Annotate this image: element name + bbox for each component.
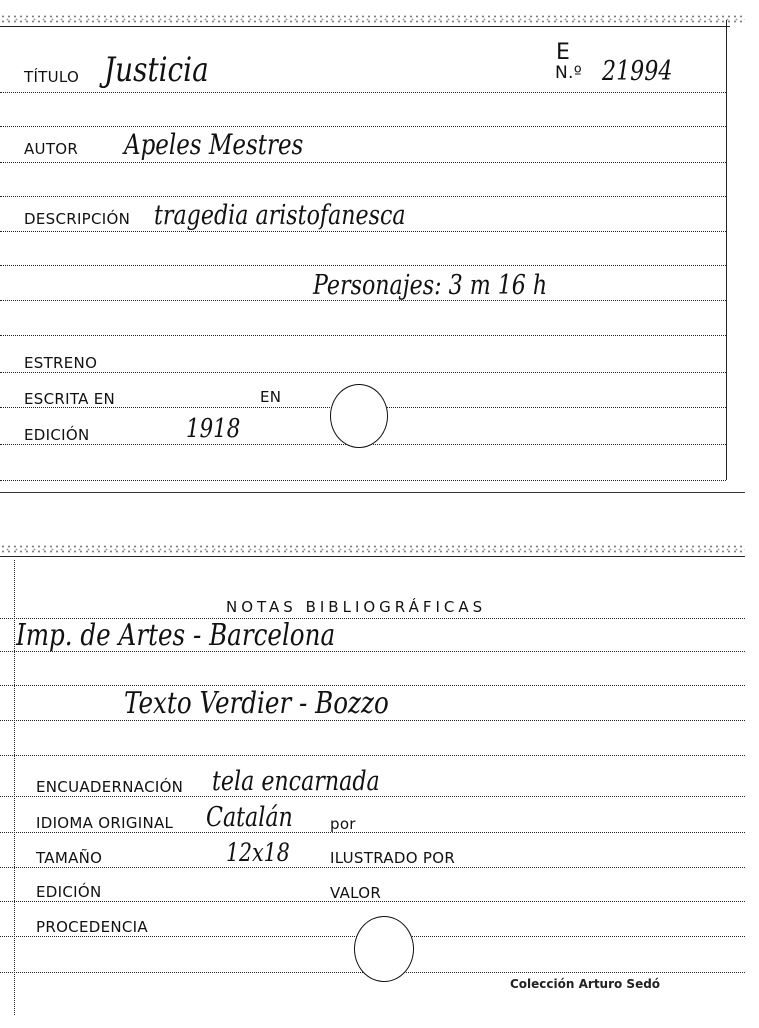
numero-label: N.º — [555, 63, 583, 83]
punch-hole-back — [354, 916, 414, 982]
rule-autor — [0, 162, 726, 163]
card-top-border — [0, 26, 730, 27]
rule-descripcion — [0, 231, 726, 232]
encuadernacion-label: ENCUADERNACIÓN — [36, 778, 184, 796]
card-back-top-border — [0, 556, 745, 557]
tamano-label: TAMAÑO — [36, 849, 103, 867]
rule-edicion-back — [0, 901, 745, 902]
card-back-left-border — [14, 560, 15, 1015]
edicion-back-label: EDICIÓN — [36, 883, 102, 901]
stamp-letter: E — [556, 40, 571, 65]
card-top-edge-texture — [0, 14, 745, 24]
rule-tamano — [0, 867, 745, 868]
autor-value: Apeles Mestres — [124, 128, 304, 161]
idioma-value: Catalán — [206, 802, 293, 833]
rule-blank-5 — [0, 480, 726, 481]
rule-blank-4 — [0, 335, 726, 336]
rule-estreno — [0, 372, 726, 373]
valor-label: VALOR — [330, 884, 382, 902]
rule-blank-back-2 — [0, 755, 745, 756]
en-label: EN — [260, 388, 282, 406]
collection-credit: Colección Arturo Sedó — [510, 977, 661, 991]
autor-label: AUTOR — [24, 140, 79, 158]
edicion-value: 1918 — [186, 414, 241, 444]
procedencia-label: PROCEDENCIA — [36, 918, 148, 936]
rule-note-1 — [0, 651, 745, 652]
note-line-2: Texto Verdier - Bozzo — [124, 686, 389, 721]
ilustrado-label: ILUSTRADO POR — [330, 849, 456, 867]
card-separator — [0, 492, 745, 493]
card-right-border — [726, 20, 727, 480]
catalog-card-back — [0, 540, 759, 1028]
por-label: por — [330, 815, 356, 833]
rule-note-2 — [0, 720, 745, 721]
titulo-value: Justicia — [104, 50, 209, 90]
encuadernacion-value: tela encarnada — [212, 766, 380, 797]
titulo-label: TÍTULO — [24, 68, 80, 86]
rule-blank-3 — [0, 265, 726, 266]
idioma-label: IDIOMA ORIGINAL — [36, 814, 174, 832]
catalog-card-front — [0, 0, 759, 492]
descripcion-label: DESCRIPCIÓN — [24, 210, 131, 228]
numero-value: 21994 — [602, 56, 673, 87]
personajes-value: Personajes: 3 m 16 h — [313, 270, 548, 301]
estreno-label: ESTRENO — [24, 354, 98, 372]
notas-heading: NOTAS BIBLIOGRÁFICAS — [226, 598, 487, 616]
punch-hole — [330, 384, 388, 448]
card-back-top-edge-texture — [0, 544, 745, 554]
rule-blank-1 — [0, 126, 726, 127]
tamano-value: 12x18 — [226, 838, 290, 867]
rule-idioma — [0, 832, 745, 833]
rule-blank-2 — [0, 196, 726, 197]
rule-encuadernacion — [0, 796, 745, 797]
rule-titulo — [0, 92, 726, 93]
descripcion-value: tragedia aristofanesca — [154, 200, 406, 231]
escrita-en-label: ESCRITA EN — [24, 390, 116, 408]
edicion-label: EDICIÓN — [24, 426, 90, 444]
rule-personajes — [0, 300, 726, 301]
note-line-1: Imp. de Artes - Barcelona — [16, 618, 336, 653]
